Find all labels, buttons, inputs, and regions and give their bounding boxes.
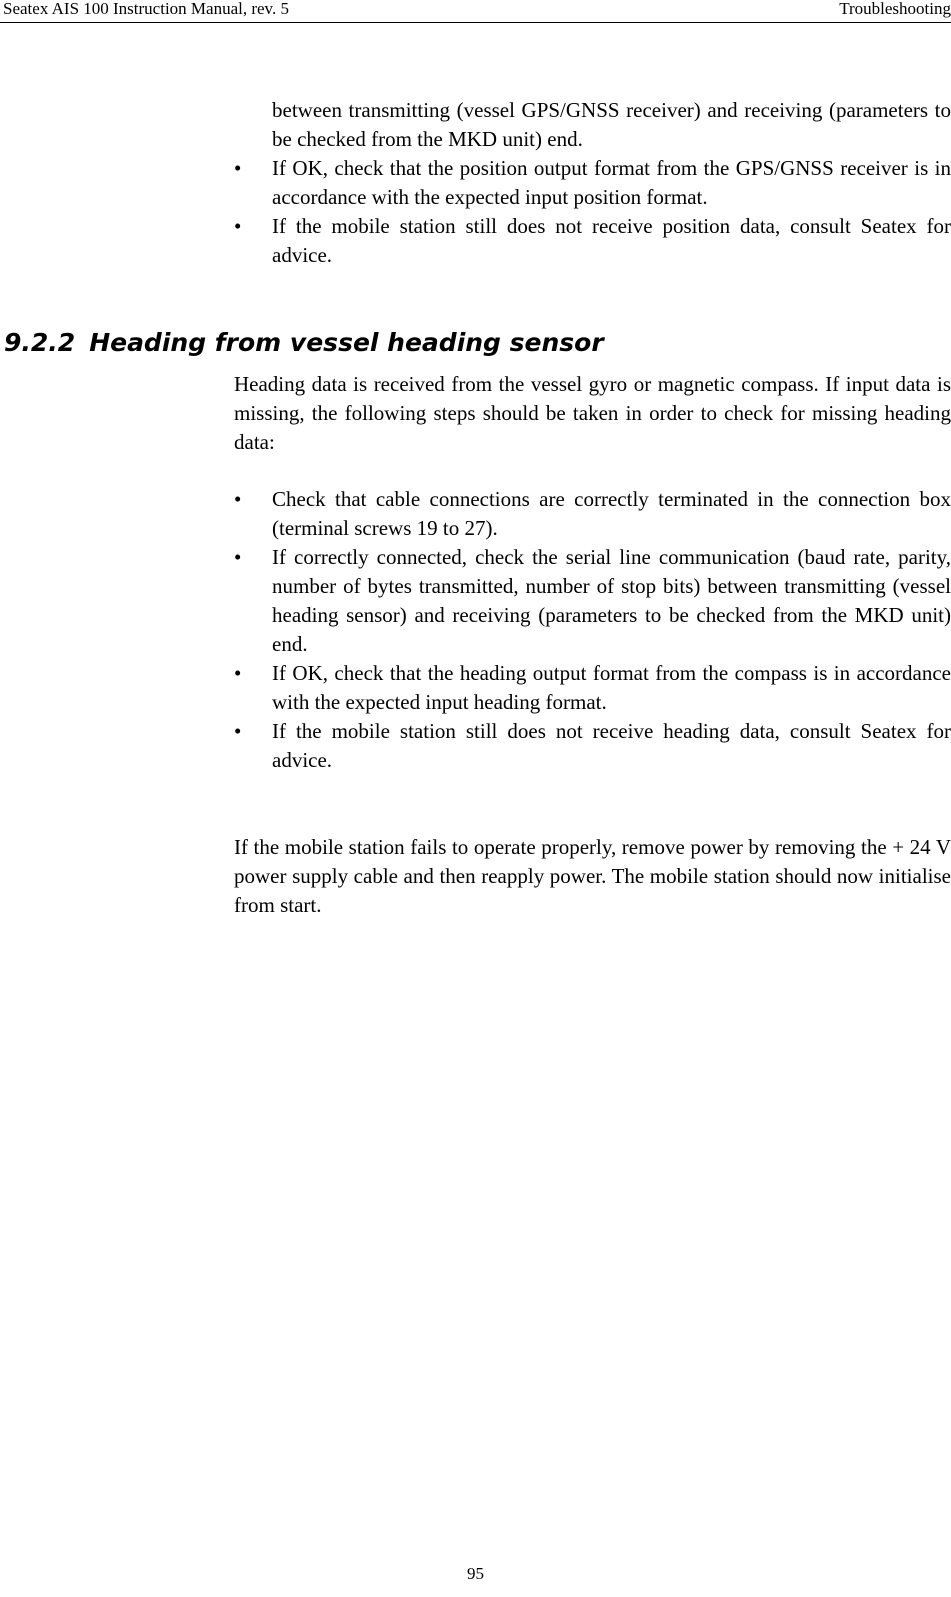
- bullet-icon: •: [234, 487, 242, 511]
- list-item: [234, 717, 951, 775]
- bullet-icon: •: [234, 661, 242, 685]
- list-item-text: If OK, check that the heading output format from the compass is in accordance with the expected input heading format.: [272, 661, 951, 714]
- page-number: 95: [467, 1564, 484, 1583]
- section-heading: [4, 327, 604, 359]
- list-item: [234, 543, 951, 659]
- bullet-icon: •: [234, 214, 242, 238]
- list-item-text: If the mobile station still does not receive position data, consult Seatex for advice.: [272, 214, 951, 267]
- bullet-icon: •: [234, 719, 242, 743]
- list-item: [234, 212, 951, 270]
- section-title: Heading from vessel heading sensor: [89, 328, 604, 357]
- continuation-paragraph: between transmitting (vessel GPS/GNSS receiver) and receiving (parameters to be checked from the MKD unit) end.: [272, 98, 951, 151]
- section-intro-paragraph: Heading data is received from the vessel gyro or magnetic compass. If input data is missing, the following steps should be taken in order to check for missing heading data:: [234, 372, 951, 454]
- list-item-text: If OK, check that the position output format from the GPS/GNSS receiver is in accordance with the expected input position format.: [272, 156, 951, 209]
- header-document-title: Seatex AIS 100 Instruction Manual, rev. 5: [3, 0, 289, 18]
- closing-paragraph: If the mobile station fails to operate properly, remove power by removing the + 24 V power supply cable and then reapply power. The mobile station should now initialise from start.: [234, 835, 951, 917]
- list-item: [234, 485, 951, 543]
- list-item-text: If the mobile station still does not receive heading data, consult Seatex for advice.: [272, 719, 951, 772]
- bullet-icon: •: [234, 156, 242, 180]
- list-item: [234, 154, 951, 212]
- list-item-text: If correctly connected, check the serial line communication (baud rate, parity, number of bytes transmitted, number of stop bits) between transmitting (vessel heading sensor) and receiving (parameters to be checked from the MKD unit) end.: [272, 545, 951, 656]
- list-item: [234, 659, 951, 717]
- header-chapter-title: Troubleshooting: [839, 0, 951, 18]
- section-number: 9.2.2: [4, 328, 76, 357]
- list-item-text: Check that cable connections are correctly terminated in the connection box (terminal screws 19 to 27).: [272, 487, 951, 540]
- bullet-icon: •: [234, 545, 242, 569]
- page-header: [0, 0, 951, 23]
